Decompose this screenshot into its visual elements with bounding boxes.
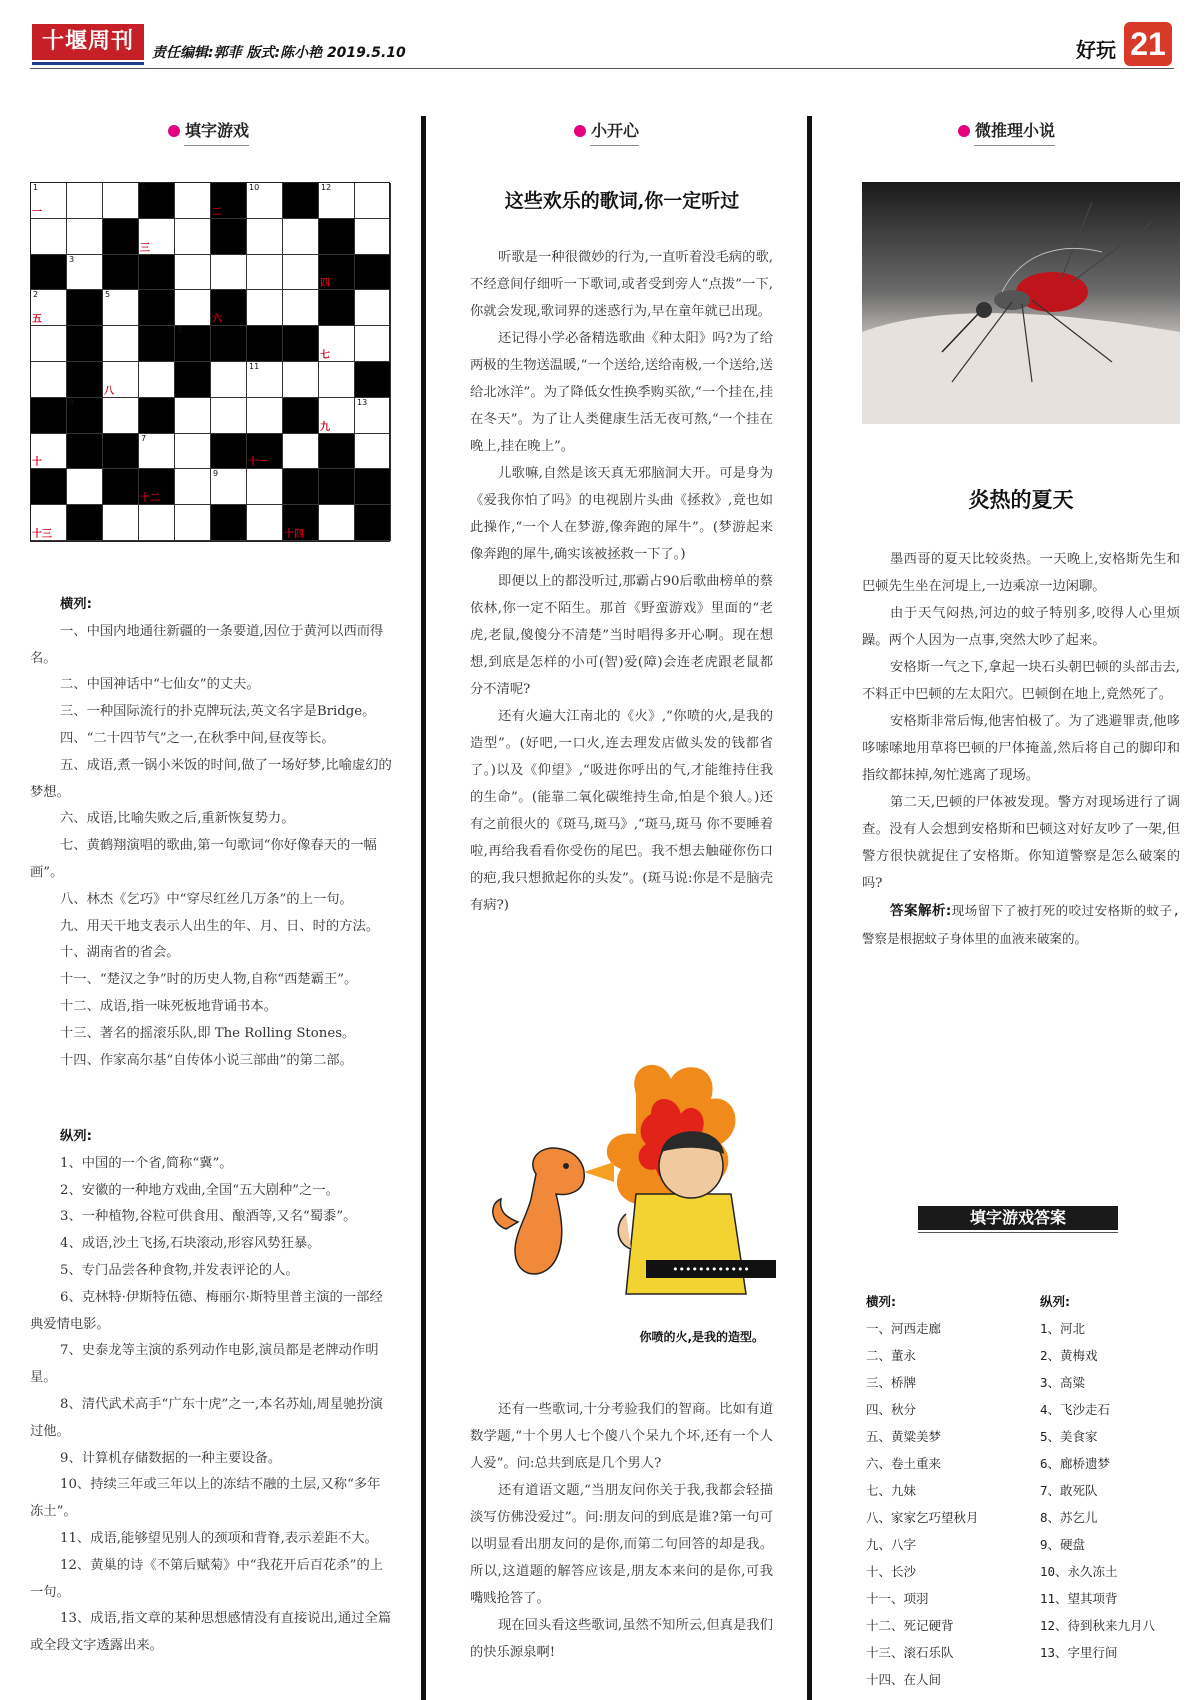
- answer-across-item: 十二、死记硬背: [866, 1618, 954, 1633]
- answer-across-item: 九、八字: [866, 1537, 917, 1552]
- humor-paragraph: 还有火遍大江南北的《火》,“你喷的火,是我的造型”。(好吧,一口火,连去理发店做头发的钱都省了。)以及《仰望》,“吸进你呼出的气,才能维持住我的生命”。(能靠二氧化碳维持生命,怕是个狼人。)还有之前很火的《斑马,斑马》,“斑马,斑马 你不要睡着啦,再给我看看你受伤的尾巴。我不想去触碰你伤口的疤,我只想掀起你的头发”。(斑马说:你是不是脑壳有病?): [470, 709, 773, 913]
- down-clue-number: 12: [321, 183, 332, 192]
- mystery-heading: [958, 118, 1055, 141]
- across-clue-number: 十一: [248, 457, 268, 469]
- across-clue: 七、黄鹤翔演唱的歌曲,第一句歌词“你好像春天的一幅画”。: [30, 838, 377, 880]
- bullet-dot-icon: [958, 125, 970, 137]
- crossword-cell[interactable]: [211, 255, 247, 291]
- down-clue-number: 6: [141, 183, 147, 192]
- crossword-cell-blocked: [139, 183, 175, 219]
- crossword-cell[interactable]: [319, 398, 355, 434]
- down-clue-number: 13: [357, 397, 368, 407]
- crossword-cell[interactable]: [139, 219, 175, 255]
- down-clue-number: 5: [105, 290, 111, 300]
- down-clue: 6、克林特·伊斯特伍德、梅丽尔·斯特里普主演的一部经典爱情电影。: [30, 1289, 383, 1332]
- across-clue-number: 七: [320, 349, 330, 361]
- crossword-cell-blocked: [211, 219, 247, 255]
- crossword-cell-blocked: [283, 398, 319, 434]
- across-clue: 二、中国神话中“七仙女”的丈夫。: [60, 677, 260, 693]
- crossword-cell[interactable]: [355, 398, 391, 434]
- crossword-cell[interactable]: [175, 434, 211, 470]
- crossword-cell[interactable]: [139, 434, 175, 470]
- crossword-cell[interactable]: [139, 505, 175, 541]
- answer-down-item: 5、美食家: [1040, 1429, 1098, 1444]
- across-clue-number: 八: [104, 385, 114, 397]
- story-answer: [862, 897, 1180, 952]
- crossword-cell-blocked: [67, 398, 103, 434]
- crossword-cell[interactable]: [31, 219, 67, 255]
- crossword-cell-blocked: [355, 255, 391, 291]
- answer-down-item: 4、飞沙走石: [1040, 1402, 1111, 1417]
- crossword-cell[interactable]: [67, 183, 103, 219]
- crossword-cell[interactable]: [103, 362, 139, 398]
- crossword-cell[interactable]: [211, 469, 247, 505]
- crossword-cell-blocked: [139, 398, 175, 434]
- answer-across-item: 四、秋分: [866, 1402, 917, 1417]
- crossword-cell-blocked: [103, 219, 139, 255]
- crossword-cell[interactable]: [283, 290, 319, 326]
- crossword-cell[interactable]: [319, 326, 355, 362]
- down-heading: 纵列:: [60, 1129, 92, 1144]
- humor-paragraph: 还有一些歌词,十分考验我们的智商。比如有道数学题,“十个男人七个傻八个呆九个坏,还有一个人人爱”。问:总共到底是几个男人?: [470, 1402, 773, 1471]
- answer-across-item: 十三、滚石乐队: [866, 1645, 954, 1660]
- crossword-cell-blocked: [283, 326, 319, 362]
- crossword-cell[interactable]: [247, 505, 283, 541]
- crossword-cell[interactable]: [175, 290, 211, 326]
- editor-line: 责任编辑:郭菲 版式:陈小艳 2019.5.10: [152, 45, 406, 61]
- crossword-cell-blocked: [67, 362, 103, 398]
- humor-heading: [574, 118, 639, 141]
- answer-across-item: 十四、在人间: [866, 1672, 942, 1687]
- crossword-cell-blocked: [283, 505, 319, 541]
- crossword-cell[interactable]: [283, 255, 319, 291]
- down-clues: [30, 1124, 392, 1660]
- crossword-cell-blocked: [319, 219, 355, 255]
- crossword-cell[interactable]: [103, 398, 139, 434]
- crossword-cell-blocked: [247, 434, 283, 470]
- crossword-cell-blocked: [355, 505, 391, 541]
- crossword-cell[interactable]: [211, 398, 247, 434]
- crossword-cell[interactable]: [355, 219, 391, 255]
- crossword-cell[interactable]: [103, 290, 139, 326]
- down-clue: 5、专门品尝各种食物,并发表评论的人。: [60, 1262, 299, 1278]
- crossword-cell-blocked: [31, 469, 67, 505]
- crossword-cell[interactable]: [355, 434, 391, 470]
- crossword-cell[interactable]: [211, 362, 247, 398]
- crossword-cell-blocked: [319, 469, 355, 505]
- answer-down-item: 2、黄梅戏: [1040, 1348, 1098, 1363]
- answer-down-item: 12、待到秋来九月八: [1040, 1618, 1156, 1633]
- answer-across-item: 七、九妹: [866, 1483, 917, 1498]
- crossword-cell-blocked: [103, 255, 139, 291]
- down-clue: 2、安徽的一种地方戏曲,全国“五大剧种”之一。: [60, 1182, 339, 1198]
- crossword-cell-blocked: [67, 290, 103, 326]
- story-paragraph: 安格斯一气之下,拿起一块石头朝巴顿的头部击去,不料正中巴顿的左太阳穴。巴顿倒在地上,竟然死了。: [862, 660, 1180, 702]
- across-clue: 十三、著名的摇滚乐队,即 The Rolling Stones。: [60, 1025, 356, 1041]
- crossword-cell[interactable]: [31, 290, 67, 326]
- down-clue: 1、中国的一个省,简称“冀”。: [60, 1155, 233, 1171]
- story-paragraph: 安格斯非常后悔,他害怕极了。为了逃避罪责,他哆哆嗦嗦地用草将巴顿的尸体掩盖,然后将自己的脚印和指纹都抹掉,匆忙逃离了现场。: [862, 714, 1180, 783]
- story-paragraph: 由于天气闷热,河边的蚊子特别多,咬得人心里烦躁。两个人因为一点事,突然大吵了起来。: [862, 606, 1180, 648]
- down-clue-number: 2: [33, 290, 39, 300]
- answer-down-item: 3、高粱: [1040, 1375, 1086, 1390]
- crossword-cell[interactable]: [175, 398, 211, 434]
- crossword-cell-blocked: [319, 290, 355, 326]
- answer-across-item: 十、长沙: [866, 1564, 917, 1579]
- humor-paragraph: 儿歌嘛,自然是该天真无邪脑洞大开。可是身为《爱我你怕了吗》的电视剧片头曲《拯救》,竟也如此操作,“一个人在梦游,像奔跑的犀牛”。(梦游起来像奔跑的犀牛,确实该被拯救一下了。): [470, 466, 773, 562]
- answer-across-item: 三、桥牌: [866, 1375, 917, 1390]
- page-number-badge: 21: [1124, 22, 1172, 66]
- across-clue-number: 三: [140, 242, 150, 254]
- crossword-cell[interactable]: [247, 469, 283, 505]
- crossword-cell-blocked: [247, 326, 283, 362]
- crossword-cell-blocked: [139, 326, 175, 362]
- across-clue: 一、中国内地通往新疆的一条要道,因位于黄河以西而得名。: [30, 623, 384, 666]
- crossword-cell[interactable]: [319, 183, 355, 219]
- crossword-cell[interactable]: [355, 183, 391, 219]
- down-clue-number: 10: [249, 183, 260, 192]
- down-clue: 13、成语,指文章的某种思想感情没有直接说出,通过全篇或全段文字透露出来。: [30, 1611, 392, 1654]
- crossword-cell[interactable]: [355, 290, 391, 326]
- answer-across-item: 六、卷土重来: [866, 1456, 942, 1471]
- crossword-cell[interactable]: [175, 469, 211, 505]
- humor-body-top: [470, 244, 773, 919]
- story-body: [862, 546, 1180, 952]
- answers-across: [866, 1288, 979, 1693]
- across-clue: 八、林杰《乞巧》中“穿尽红丝几万条”的上一句。: [60, 891, 353, 907]
- crossword-cell[interactable]: [175, 183, 211, 219]
- story-title: 炎热的夏天: [968, 487, 1074, 512]
- humor-heading-text: 小开心: [591, 121, 640, 140]
- crossword-cell[interactable]: [103, 326, 139, 362]
- crossword-cell-blocked: [283, 183, 319, 219]
- answer-down-item: 7、敢死队: [1040, 1483, 1098, 1498]
- crossword-cell[interactable]: [31, 362, 67, 398]
- across-clue-number: 一: [32, 206, 42, 218]
- humor-paragraph: 听歌是一种很微妙的行为,一直听着没毛病的歌,不经意间仔细听一下歌词,或者受到旁人“点拨”一下,你就会发现,歌词界的迷惑行为,早在童年就已出现。: [470, 250, 773, 319]
- crossword-cell-blocked: [139, 255, 175, 291]
- crossword-cell-blocked: [103, 469, 139, 505]
- across-clue-number: 四: [320, 278, 330, 290]
- crossword-cell-blocked: [103, 434, 139, 470]
- crossword-cell[interactable]: [319, 362, 355, 398]
- story-answer-label: 答案解析:: [890, 903, 952, 919]
- bullet-dot-icon: [168, 125, 180, 137]
- across-clue-number: 五: [32, 314, 42, 326]
- crossword-cell[interactable]: [247, 219, 283, 255]
- bullet-dot-icon: [574, 125, 586, 137]
- crossword-cell[interactable]: [247, 255, 283, 291]
- answer-down-item: 13、字里行间: [1040, 1645, 1118, 1660]
- svg-text:••••••••••••: ••••••••••••: [672, 1263, 750, 1276]
- across-clue-number: 九: [320, 421, 330, 433]
- story-paragraph: 墨西哥的夏天比较炎热。一天晚上,安格斯先生和巴顿先生坐在河堤上,一边乘凉一边闲聊。: [862, 552, 1180, 594]
- across-clue-number: 十二: [140, 493, 160, 505]
- crossword-cell[interactable]: [247, 183, 283, 219]
- down-clue: 12、黄巢的诗《不第后赋菊》中“我花开后百花杀”的上一句。: [30, 1557, 384, 1600]
- crossword-cell[interactable]: [247, 362, 283, 398]
- story-paragraph: 第二天,巴顿的尸体被发现。警方对现场进行了调查。没有人会想到安格斯和巴顿这对好友吵了一架,但警方很快就捉住了安格斯。你知道警察是怎么破案的吗?: [862, 795, 1180, 891]
- answer-down-item: 9、硬盘: [1040, 1537, 1086, 1552]
- across-heading: 横列:: [60, 597, 92, 612]
- crossword-cell-blocked: [355, 362, 391, 398]
- masthead-text: 十堰周刊: [41, 29, 134, 54]
- down-clue-number: 1: [33, 183, 39, 192]
- crossword-cell[interactable]: [175, 219, 211, 255]
- crossword-cell[interactable]: [247, 290, 283, 326]
- cartoon-caption: 你喷的火,是我的造型。: [639, 1330, 764, 1344]
- crossword-cell[interactable]: [31, 183, 67, 219]
- crossword-cell-blocked: [31, 398, 67, 434]
- crossword-cell[interactable]: [355, 326, 391, 362]
- down-clue-number: 7: [141, 433, 147, 443]
- crossword-cell[interactable]: [103, 505, 139, 541]
- across-clue: 四、“二十四节气”之一,在秋季中间,昼夜等长。: [60, 730, 335, 746]
- crossword-cell-blocked: [319, 434, 355, 470]
- answer-across-item: 八、家家乞巧望秋月: [866, 1510, 979, 1525]
- story-answer-text: 现场留下了被打死的咬过安格斯的蚊子,警察是根据蚊子身体里的血液来破案的。: [862, 903, 1180, 946]
- across-clue: 十、湖南省的省会。: [60, 945, 180, 961]
- down-clue-number: 8: [177, 326, 183, 336]
- header-rule: [30, 68, 1174, 69]
- crossword-cell-blocked: [319, 255, 355, 291]
- across-clue: 十二、成语,指一味死板地背诵书本。: [60, 998, 277, 1014]
- across-clue: 三、一种国际流行的扑克牌玩法,英文名字是Bridge。: [60, 704, 376, 720]
- humor-title: 这些欢乐的歌词,你一定听过: [504, 190, 740, 212]
- humor-body-bottom: [470, 1396, 773, 1666]
- answer-across-item: 五、黄粱美梦: [866, 1429, 942, 1444]
- crossword-heading-text: 填字游戏: [185, 121, 250, 140]
- crossword-cell[interactable]: [67, 255, 103, 291]
- answer-down-item: 1、河北: [1040, 1321, 1086, 1336]
- across-clue: 九、用天干地支表示人出生的年、月、日、时的方法。: [60, 918, 380, 934]
- across-clue-number: 十四: [284, 528, 304, 540]
- down-clue: 11、成语,能够望见别人的颈项和背脊,表示差距不大。: [60, 1530, 378, 1546]
- column-divider-left: [421, 116, 426, 1700]
- crossword-grid: [30, 182, 390, 542]
- answer-down-item: 6、廊桥遗梦: [1040, 1456, 1111, 1471]
- mosquito-photo: [862, 182, 1180, 424]
- masthead-logo: [32, 24, 144, 60]
- humor-paragraph: 即便以上的都没听过,那霸占90后歌曲榜单的蔡依林,你一定不陌生。那首《野蛮游戏》里面的“老虎,老鼠,傻傻分不清楚”当时唱得多开心啊。现在想想,到底是怎样的小可(智)爱(障)会连老虎跟老鼠都分不清呢?: [470, 574, 773, 697]
- column-divider-right: [807, 116, 812, 1700]
- crossword-heading: [168, 118, 249, 141]
- crossword-cell[interactable]: [319, 505, 355, 541]
- down-clue: 10、持续三年或三年以上的冻结不融的土层,又称“多年冻土”。: [30, 1477, 381, 1520]
- across-clue-number: 十: [32, 457, 42, 469]
- humor-paragraph: 还有道语文题,“当朋友问你关于我,我都会轻描淡写仿佛没爱过”。问:朋友问的到底是谁?第一句可以明显看出朋友问的是你,而第二句回答的却是我。所以,这道题的解答应该是,朋友本来问的是你,可我嘴贱抢答了。: [470, 1483, 773, 1606]
- across-clues: [30, 592, 392, 1074]
- crossword-cell[interactable]: [31, 326, 67, 362]
- crossword-cell[interactable]: [175, 255, 211, 291]
- answers-down-heading: 纵列:: [1040, 1294, 1070, 1309]
- down-clue-number: 4: [69, 397, 75, 407]
- crossword-cell[interactable]: [175, 505, 211, 541]
- crossword-cell-blocked: [31, 255, 67, 291]
- across-clue: 六、成语,比喻失败之后,重新恢复势力。: [60, 811, 295, 827]
- crossword-cell-blocked: [355, 469, 391, 505]
- answer-down-item: 10、永久冻土: [1040, 1564, 1118, 1579]
- crossword-cell-blocked: [67, 326, 103, 362]
- crossword-cell-blocked: [175, 326, 211, 362]
- crossword-cell-blocked: [211, 505, 247, 541]
- down-clue: 7、史泰龙等主演的系列动作电影,演员都是老牌动作明星。: [30, 1343, 379, 1386]
- across-clue: 五、成语,煮一锅小米饭的时间,做了一场好梦,比喻虚幻的梦想。: [30, 757, 392, 800]
- crossword-cell[interactable]: [31, 505, 67, 541]
- across-clue: 十一、“楚汉之争”时的历史人物,自称“西楚霸王”。: [60, 972, 358, 988]
- across-clue-number: 六: [212, 314, 222, 326]
- answer-across-item: 一、河西走廊: [866, 1321, 942, 1336]
- crossword-cell-blocked: [139, 469, 175, 505]
- answer-across-item: 二、董永: [866, 1348, 917, 1363]
- answers-down: [1040, 1288, 1155, 1666]
- crossword-cell[interactable]: [283, 434, 319, 470]
- across-clue-number: 十三: [32, 528, 52, 540]
- answers-title: 填字游戏答案: [918, 1206, 1118, 1230]
- down-clue: 3、一种植物,谷粒可供食用、酿酒等,又名“蜀黍”。: [60, 1209, 357, 1225]
- crossword-cell-blocked: [283, 469, 319, 505]
- crossword-cell-blocked: [67, 505, 103, 541]
- crossword-cell[interactable]: [247, 398, 283, 434]
- humor-paragraph: 还记得小学必备精选歌曲《种太阳》吗?为了给两极的生物送温暖,“一个送给,送给南极,一个送给,送给北冰洋”。为了降低女性换季购买欲,“一个挂在,挂在冬天”。为了让人类健康生活无夜可熬,“一个挂在晚上,挂在晚上”。: [470, 331, 773, 454]
- across-clue: 十四、作家高尔基“自传体小说三部曲”的第二部。: [60, 1052, 353, 1068]
- down-clue-number: 9: [213, 469, 219, 479]
- crossword-cell-blocked: [175, 362, 211, 398]
- section-name: 好玩: [1076, 38, 1116, 62]
- crossword-cell[interactable]: [67, 219, 103, 255]
- answer-across-item: 十一、项羽: [866, 1591, 929, 1606]
- down-clue: 4、成语,沙土飞扬,石块滚动,形容风势狂暴。: [60, 1236, 321, 1252]
- crossword-cell[interactable]: [67, 469, 103, 505]
- crossword-cell-blocked: [67, 434, 103, 470]
- crossword-cell-blocked: [211, 434, 247, 470]
- crossword-cell[interactable]: [139, 362, 175, 398]
- crossword-cell-blocked: [211, 290, 247, 326]
- crossword-cell-blocked: [139, 290, 175, 326]
- crossword-cell[interactable]: [283, 362, 319, 398]
- across-clue-number: 二: [212, 206, 222, 218]
- cartoon-illustration: [486, 1054, 778, 1308]
- answer-down-item: 11、望其项背: [1040, 1591, 1118, 1606]
- down-clue: 9、计算机存储数据的一种主要设备。: [60, 1450, 282, 1466]
- crossword-cell[interactable]: [283, 219, 319, 255]
- down-clue: 8、清代武术高手“广东十虎”之一,本名苏灿,周星驰扮演过他。: [30, 1396, 384, 1439]
- mystery-heading-text: 微推理小说: [975, 121, 1056, 140]
- crossword-cell[interactable]: [31, 434, 67, 470]
- humor-paragraph: 现在回头看这些歌词,虽然不知所云,但真是我们的快乐源泉啊!: [470, 1618, 773, 1660]
- crossword-cell-blocked: [211, 183, 247, 219]
- answer-down-item: 8、苏乞儿: [1040, 1510, 1098, 1525]
- down-clue-number: 3: [69, 254, 75, 264]
- answers-across-heading: 横列:: [866, 1294, 896, 1309]
- answers-rule: [918, 1232, 1118, 1233]
- crossword-cell-blocked: [211, 326, 247, 362]
- crossword-cell[interactable]: [103, 183, 139, 219]
- down-clue-number: 11: [249, 362, 260, 371]
